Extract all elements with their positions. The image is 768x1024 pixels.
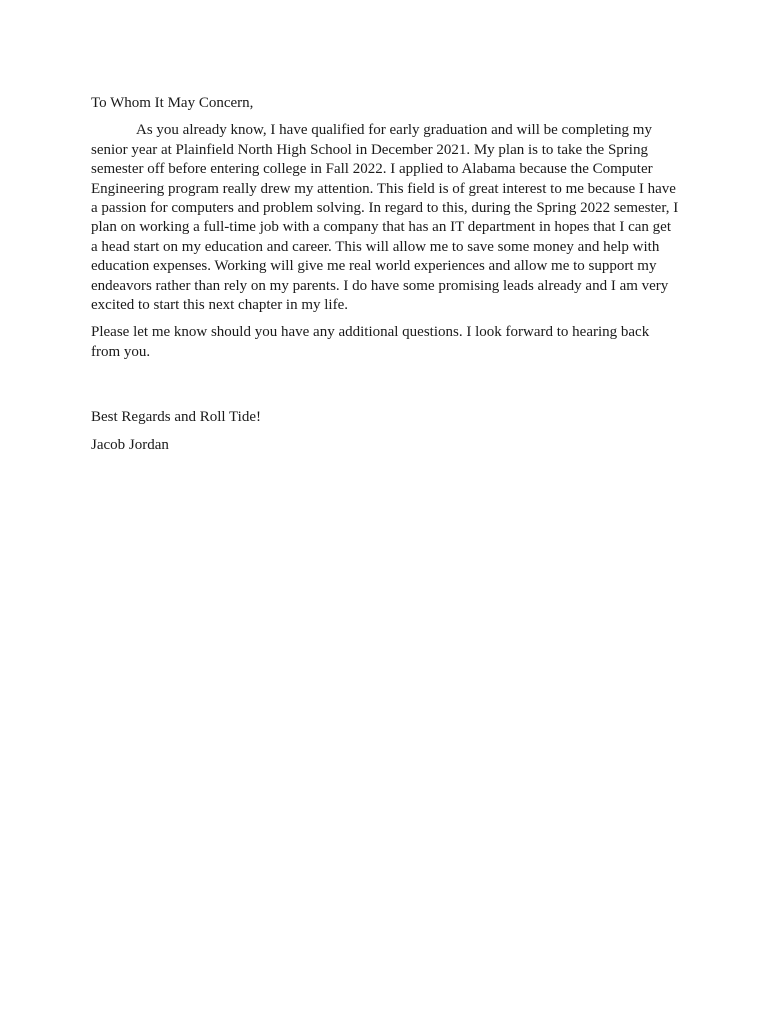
body-paragraph-1: As you already know, I have qualified for early graduation and will be completing my senior year at Plainfield North High School in December 2021. My plan is to take the Spring semester off before entering college in Fall 2022. I applied to Alabama because the Computer Engineering program really drew my attention. This field is of great interest to me because I have a passion for computers and problem solving. In regard to this, during the Spring 2022 semester, I plan on working a full-time job with a company that has an IT department in hopes that I can get a head start on my education and career. This will allow me to save some money and help with education expenses. Working will give me real world experiences and allow me to support my endeavors rather than rely on my parents. I do have some promising leads already and I am very excited to start this next chapter in my life.: [91, 122, 679, 314]
letter-body: [91, 94, 681, 455]
signature-name: Jacob Jordan: [91, 436, 169, 453]
salutation: To Whom It May Concern,: [91, 95, 254, 111]
closing-line: Best Regards and Roll Tide!: [91, 409, 262, 426]
spacer: [91, 370, 681, 408]
body-paragraph-2: Please let me know should you have any additional questions. I look forward to hearing back from you.: [91, 324, 650, 360]
